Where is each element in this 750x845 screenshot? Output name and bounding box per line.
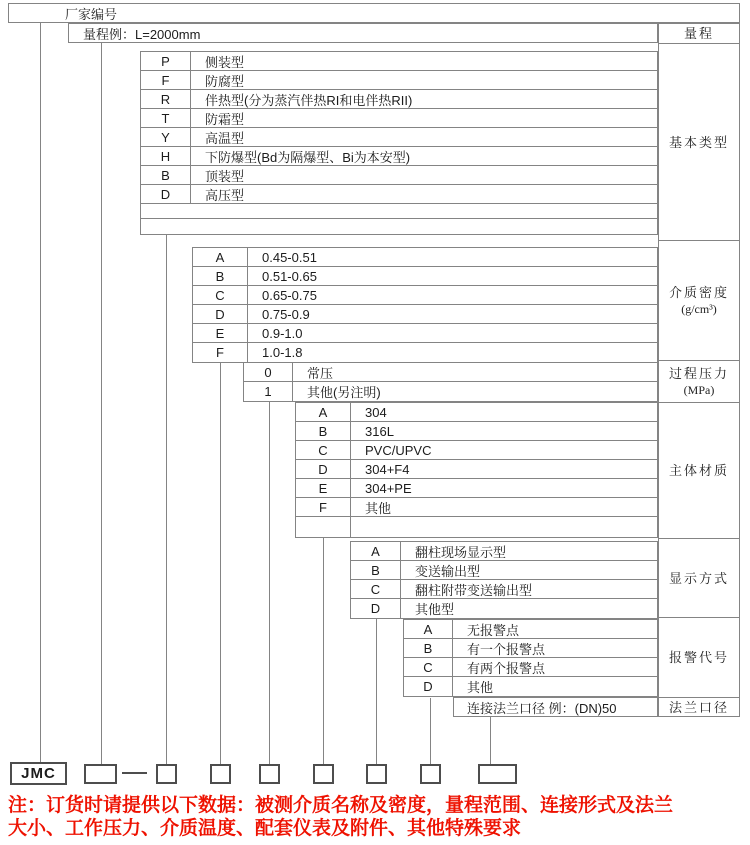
option-code: C — [351, 580, 401, 598]
alarm-rows — [404, 620, 657, 696]
option-description: 高压型 — [205, 187, 245, 203]
option-description: 顶装型 — [205, 168, 245, 184]
option-row — [296, 479, 657, 498]
category-density — [659, 241, 739, 361]
connector-line-basic-type — [166, 235, 167, 764]
category-basic-type — [659, 44, 739, 241]
density-rows — [193, 248, 657, 362]
category-range-text: 量程 — [683, 26, 714, 41]
code-box-pressure — [259, 764, 280, 784]
range-example-row — [68, 23, 658, 43]
empty-row — [141, 219, 657, 234]
category-flange-text: 法兰口径 — [668, 699, 729, 715]
option-row — [141, 109, 657, 128]
dash-separator — [122, 772, 147, 774]
option-description: 有两个报警点 — [467, 660, 546, 676]
option-description: 其他 — [365, 500, 392, 516]
code-box-flange — [478, 764, 517, 784]
category-material — [659, 403, 739, 539]
flange-size-row — [453, 697, 658, 717]
category-flange — [659, 698, 739, 716]
option-row — [296, 498, 657, 517]
basic-type-table — [140, 51, 658, 235]
model-code-text: JMC — [21, 765, 56, 782]
option-description: 304+F4 — [365, 461, 410, 477]
connector-line-display-mode — [376, 618, 377, 764]
category-pressure-unit: (MPa) — [683, 382, 715, 397]
option-row — [296, 403, 657, 422]
empty-row — [141, 204, 657, 219]
display-mode-table — [350, 541, 658, 619]
option-description: 防霜型 — [205, 111, 245, 127]
ordering-note — [8, 794, 748, 840]
category-alarm-text: 报警代号 — [668, 650, 729, 665]
option-code: A — [404, 620, 453, 638]
option-row — [296, 441, 657, 460]
option-code: A — [193, 248, 248, 266]
option-row — [141, 185, 657, 204]
category-pressure — [659, 361, 739, 403]
option-description: 0.9-1.0 — [262, 325, 303, 341]
category-pressure-text: 过程压力 — [668, 365, 729, 381]
option-code: Y — [141, 128, 191, 146]
option-row — [351, 542, 657, 561]
option-code: F — [193, 343, 248, 362]
option-code: B — [193, 267, 248, 285]
option-row — [244, 382, 657, 401]
option-description: 伴热型(分为蒸汽伴热RI和电伴热RII) — [205, 92, 413, 108]
option-description: 其他(另注明) — [307, 385, 381, 400]
ordering-note-line1: 注：订货时请提供以下数据：被测介质名称及密度，量程范围、连接形式及法兰 — [8, 795, 674, 816]
connector-line-range — [101, 43, 102, 764]
option-row — [193, 248, 657, 267]
option-code: B — [296, 422, 351, 440]
option-description: 0.65-0.75 — [262, 287, 317, 303]
option-code: A — [351, 542, 401, 560]
option-description: 常压 — [307, 365, 334, 381]
option-description: 变送输出型 — [415, 563, 481, 579]
option-code: D — [351, 599, 401, 618]
code-box-range — [84, 764, 117, 784]
option-code: C — [193, 286, 248, 304]
option-row — [193, 343, 657, 362]
option-code: R — [141, 90, 191, 108]
connector-line-alarm — [430, 698, 431, 764]
material-table — [295, 402, 658, 538]
option-row — [404, 658, 657, 677]
basic-type-rows — [141, 52, 657, 204]
option-description: 有一个报警点 — [467, 641, 546, 657]
option-description: 0.51-0.65 — [262, 268, 317, 284]
range-example-label: 量程例：L=2000mm — [83, 26, 201, 42]
option-description: PVC/UPVC — [365, 442, 432, 458]
empty-desc-cell — [351, 517, 657, 537]
option-row — [193, 324, 657, 343]
option-description: 下防爆型(Bd为隔爆型、Bi为本安型) — [205, 149, 411, 165]
option-row — [141, 166, 657, 185]
option-code: D — [296, 460, 351, 478]
option-description: 304+PE — [365, 480, 412, 496]
option-row — [141, 128, 657, 147]
category-range — [659, 24, 739, 44]
ordering-note-line2: 大小、工作压力、介质温度、配套仪表及附件、其他特殊要求 — [8, 818, 522, 839]
option-row — [404, 620, 657, 639]
option-description: 0.75-0.9 — [262, 306, 310, 322]
code-box-material — [313, 764, 334, 784]
option-code: H — [141, 147, 191, 165]
option-row — [193, 267, 657, 286]
option-row — [141, 90, 657, 109]
option-code: B — [351, 561, 401, 579]
option-code: F — [296, 498, 351, 516]
option-code: T — [141, 109, 191, 127]
category-density-text: 介质密度 — [668, 284, 729, 300]
option-code: B — [404, 639, 453, 657]
connector-line-pressure — [269, 401, 270, 764]
option-description: 316L — [365, 423, 394, 439]
pressure-rows — [244, 363, 657, 401]
manufacturer-number-label: 厂家编号 — [65, 6, 118, 22]
category-basic-type-text: 基本类型 — [668, 134, 729, 150]
option-description: 无报警点 — [467, 622, 520, 638]
flange-size-label: 连接法兰口径 例：(DN)50 — [467, 700, 617, 716]
option-code: E — [193, 324, 248, 342]
option-row — [351, 561, 657, 580]
option-description: 304 — [365, 404, 387, 420]
option-row — [296, 422, 657, 441]
category-alarm — [659, 618, 739, 698]
pressure-table — [243, 362, 658, 402]
density-table — [192, 247, 658, 363]
option-row — [141, 52, 657, 71]
option-description: 其他型 — [415, 602, 455, 617]
material-rows — [296, 403, 657, 517]
model-code-box — [10, 762, 67, 785]
category-display-mode-text: 显示方式 — [668, 570, 729, 586]
option-row — [193, 305, 657, 324]
category-label-column — [658, 23, 740, 717]
option-description: 防腐型 — [205, 73, 245, 89]
option-description: 侧装型 — [205, 54, 245, 70]
option-description: 翻柱附带变送输出型 — [415, 582, 533, 598]
display-mode-rows — [351, 542, 657, 618]
option-code: P — [141, 52, 191, 70]
option-code: D — [193, 305, 248, 323]
category-material-text: 主体材质 — [668, 463, 729, 478]
manufacturer-number-row — [8, 3, 740, 23]
option-code: 1 — [244, 382, 293, 401]
option-row — [244, 363, 657, 382]
option-code: B — [141, 166, 191, 184]
option-code: C — [404, 658, 453, 676]
connector-line-flange — [490, 717, 491, 764]
option-row — [141, 147, 657, 166]
option-description: 高温型 — [205, 130, 245, 146]
code-box-alarm — [420, 764, 441, 784]
alarm-table — [403, 619, 658, 697]
option-row — [193, 286, 657, 305]
option-row — [351, 580, 657, 599]
category-density-unit: (g/cm³) — [681, 301, 717, 316]
option-row — [141, 71, 657, 90]
option-row — [404, 639, 657, 658]
empty-code-cell — [296, 517, 351, 537]
option-code: A — [296, 403, 351, 421]
option-description: 其他 — [467, 680, 494, 695]
option-code: 0 — [244, 363, 293, 381]
option-row — [351, 599, 657, 618]
option-description: 1.0-1.8 — [262, 345, 303, 360]
option-code: C — [296, 441, 351, 459]
code-box-display-mode — [366, 764, 387, 784]
option-description: 翻柱现场显示型 — [415, 544, 507, 560]
option-row — [404, 677, 657, 696]
option-description: 0.45-0.51 — [262, 249, 317, 265]
option-code: D — [141, 185, 191, 203]
code-box-density — [210, 764, 231, 784]
option-code: E — [296, 479, 351, 497]
category-display-mode — [659, 539, 739, 618]
code-box-basic-type — [156, 764, 177, 784]
option-code: D — [404, 677, 453, 696]
option-code: F — [141, 71, 191, 89]
option-row — [296, 460, 657, 479]
connector-line-manufacturer — [40, 23, 41, 762]
empty-row — [296, 517, 657, 537]
connector-line-material — [323, 538, 324, 764]
connector-line-density — [220, 362, 221, 764]
